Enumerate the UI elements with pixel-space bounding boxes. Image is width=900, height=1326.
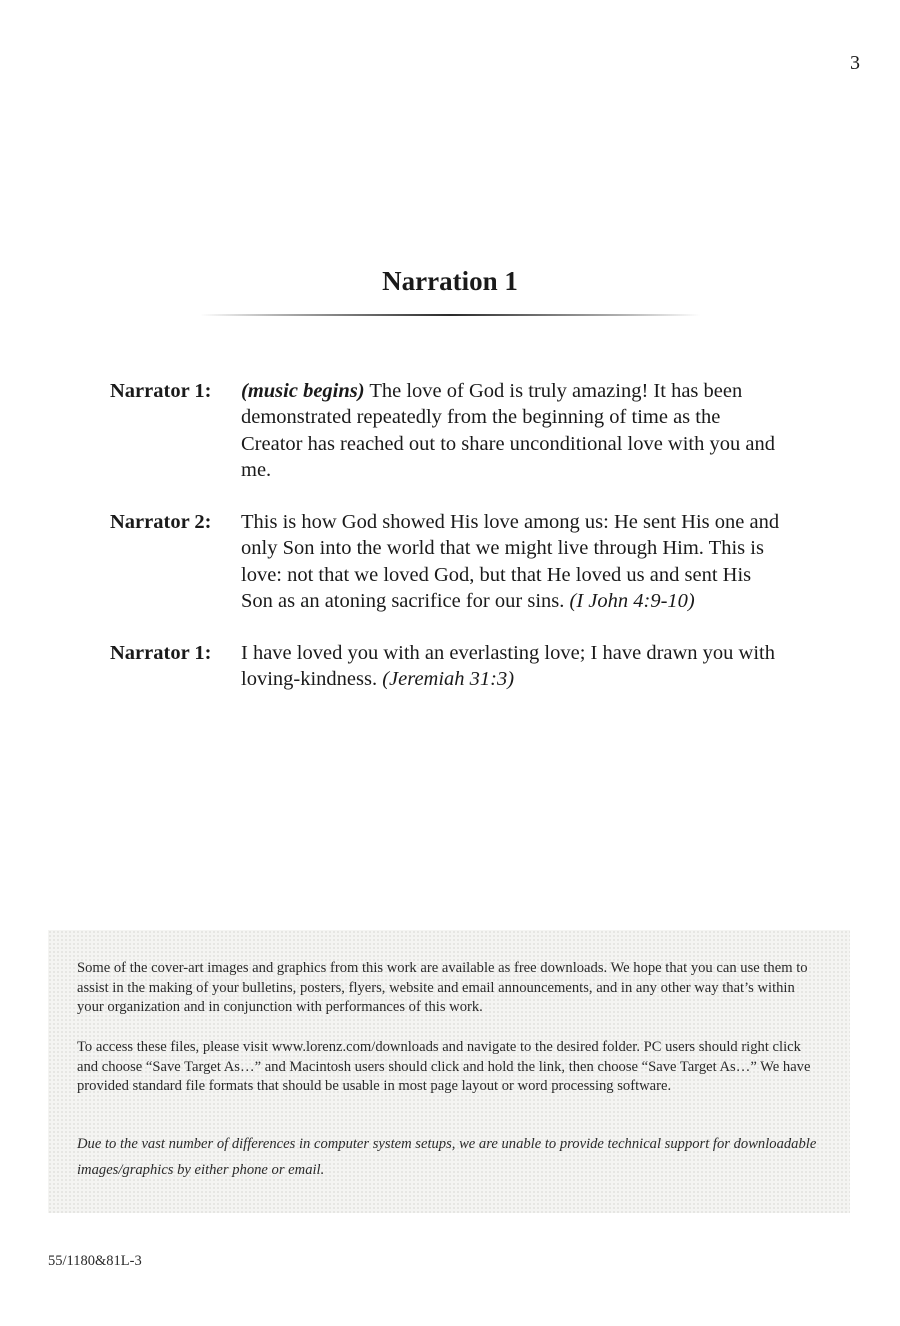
spoken-text: The love of God is truly amazing! It has been demonstrated repeatedly from the beginning of time as the Creator has reached out to share unconditional love with you and me.	[241, 380, 775, 481]
narration-line	[110, 378, 800, 483]
scripture-reference: (Jeremiah 31:3)	[382, 668, 515, 691]
speaker-label: Narrator 1:	[110, 380, 212, 402]
spoken-text: I have loved you with an everlasting love; I have drawn you with loving-kindness.	[241, 642, 775, 691]
narration-text	[241, 378, 786, 483]
notice-paragraph-instructions: To access these files, please visit www.lorenz.com/downloads and navigate to the desired folder. PC users should right click and choose “Save Target As…” and Macintosh users should click and hold the link, then choose “Save Target As…” We have provided standard file formats that should be usable in most page layout or word processing software.	[77, 1039, 811, 1095]
narration-text	[241, 509, 786, 614]
speaker-label: Narrator 2:	[110, 511, 212, 533]
notice-paragraph-downloads: Some of the cover-art images and graphics from this work are available as free downloads. We hope that you can use them to assist in the making of your bulletins, posters, flyers, website and email announcements, and in any other way that’s within your organization and in conjunction with performances of this work.	[77, 960, 808, 1016]
narration-text	[241, 640, 786, 693]
page-title: Narration 1	[382, 266, 518, 296]
title-divider	[200, 314, 700, 316]
scripture-reference: (I John 4:9-10)	[569, 589, 695, 612]
stage-cue: (music begins)	[241, 380, 365, 402]
speaker-label: Narrator 1:	[110, 642, 212, 664]
narration-line	[110, 509, 800, 614]
download-notice-box	[48, 930, 850, 1213]
narration-line	[110, 640, 800, 693]
catalog-number: 55/1180&81L-3	[48, 1253, 142, 1269]
notice-disclaimer: Due to the vast number of differences in computer system setups, we are unable to provide technical support for downloadable images/graphics by either phone or email.	[77, 1136, 817, 1178]
page-number: 3	[850, 52, 860, 74]
spoken-text: This is how God showed His love among us: He sent His one and only Son into the world that we might live through Him. This is love: not that we loved God, but that He loved us and sent His Son as an atoning sacrifice for our sins.	[241, 511, 780, 612]
